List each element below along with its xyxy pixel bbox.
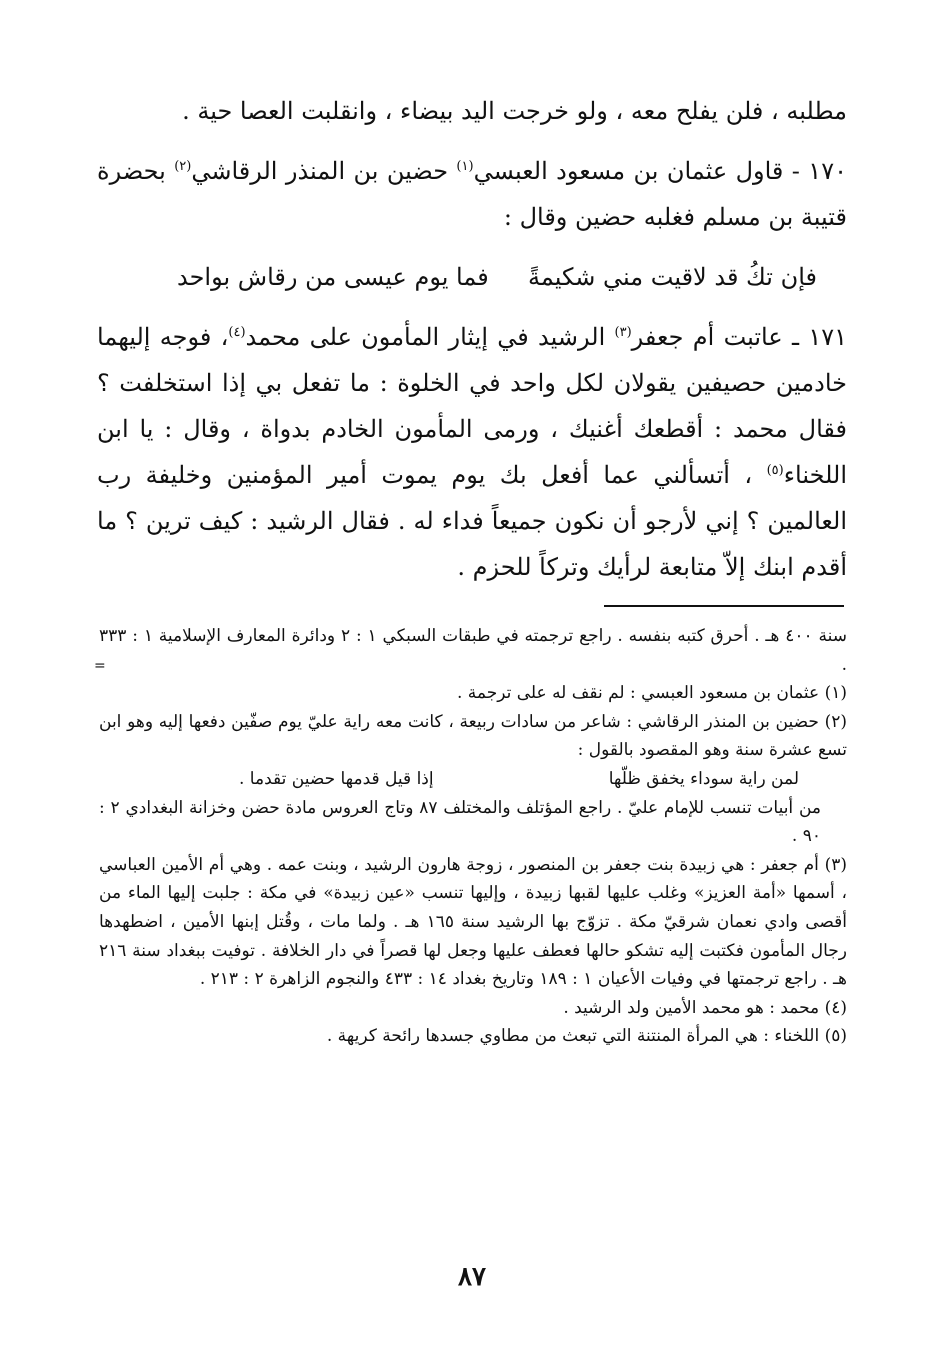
footnote-divider: [604, 605, 844, 607]
verse-hemistich-1: فإن تكُ قد لاقيت مني شكيمةً: [528, 263, 817, 291]
footnote-2-tail: من أبيات تنسب للإمام عليّ . راجع المؤتلف والمختلف ٨٧ وتاج العروس مادة حضن وخزانة البغدادي ٢ : ٩٠ .: [99, 797, 821, 847]
entry-170-text-a: قاول عثمان بن مسعود العبسي: [473, 157, 784, 185]
verse-hemistich-2: فما يوم عيسى من رقاش بواحد: [177, 263, 489, 291]
footnote-ref-5: (٥): [766, 463, 784, 478]
entry-170-text-c: بحضرة قتيبة بن مسلم فغلبه حضين وقال :: [97, 157, 847, 231]
verse-line: [177, 254, 817, 300]
footnote-2-verse: [239, 765, 799, 794]
footnote-ref-3: (٣): [614, 325, 632, 340]
footnote-4: (٤) محمد : هو محمد الأمين ولد الرشيد .: [563, 997, 847, 1018]
page-number: ٨٧: [458, 1262, 486, 1292]
footnote-2-hemistich-1: لمن راية سوداء يخفق ظلّها: [608, 768, 799, 789]
footnote-2: (٢) حضين بن المنذر الرقاشي : شاعر من سادات ربيعة ، كانت معه راية عليّ يوم صفّين دفعها إليه وهو ابن تسع عشرة سنة وهو المقصود بالقول :: [99, 711, 847, 761]
entry-170-number: ١٧٠ -: [791, 157, 847, 185]
footnote-5: (٥) اللخناء : هي المرأة المنتنة التي تبعث من مطاوي جسدها رائحة كريهة .: [326, 1026, 847, 1047]
footnote-1: (١) عثمان بن مسعود العبسي : لم نقف له على ترجمة .: [456, 683, 847, 704]
opening-line: مطلبه ، فلن يفلح معه ، ولو خرجت اليد بيضاء ، وانقلبت العصا حية .: [182, 97, 847, 125]
entry-171-text-d: ، أتسألني عما أفعل بك يوم يموت أمير المؤمنين وخليفة رب العالمين ؟ إني لأرجو أن نكون جميعاً فداء له . فقال الرشيد : كيف ترين ؟ ما أقدم ابنك إلاّ متابعة لرأيك وتركاً للحزم .: [97, 461, 847, 581]
footnote-3: (٣) أم جعفر : هي زبيدة بنت جعفر بن المنصور ، زوجة هارون الرشيد ، وبنت عمه . وهي أم الأمين العباسي ، أسمها «أمة العزيز» وغلب عليها لقبها زبيدة ، وإليها تنسب «عين زبيدة» في مكة : جلبت إليها الماء من أقصى وادي نعمان شرقيّ مكة . تزوّج بها الرشيد سنة ١٦٥ هـ . ولما مات ، وقُتل إبنها الأمين ، اضطهدها رجال المأمون فكتبت إليه تشكو حالها فعطف عليها وجعل لها قصراً في دار الخلافة . توفيت ببغداد سنة ٢١٦ هـ . راجع ترجمتها في وفيات الأعيان ١ : ١٨٩ وتاريخ بغداد ١٤ : ٤٣٣ والنجوم الزاهرة ٢ : ٢١٣ .: [99, 854, 848, 990]
entry-171-text-b: الرشيد في إيثار المأمون على محمد: [245, 323, 606, 351]
footnote-2-hemistich-2: إذا قيل قدمها حضين تقدما .: [239, 768, 434, 789]
entry-170: [97, 148, 847, 240]
footnote-ref-1: (١): [456, 159, 474, 174]
footnotes: [94, 622, 848, 1051]
entry-171-text-a: عاتبت أم جعفر: [631, 323, 783, 351]
entry-171-text-c: ، فوجه إليهما خادمين حصيفين يقولان لكل واحد في الخلوة : ما تفعل بي إذا استخلفت ؟ فقال محمد : أقطعك أغنيك ، ورمى المأمون الخادم بدواة ، وقال : يا ابن اللخناء: [97, 323, 847, 489]
entry-171-number: ١٧١ ـ: [792, 323, 847, 351]
main-text: [97, 88, 847, 604]
footnote-continuation-text: سنة ٤٠٠ هـ . أحرق كتبه بنفسه . راجع ترجمته في طبقات السبكي ١ : ٢ ودائرة المعارف الإسلامية ١ : ٣٣٣ .: [99, 626, 847, 675]
footnote-ref-4: (٤): [228, 325, 246, 340]
continuation-mark: =: [94, 658, 106, 674]
entry-170-text-b: حضين بن المنذر الرقاشي: [191, 157, 449, 185]
entry-171: [97, 314, 847, 590]
footnote-ref-2: (٢): [174, 159, 192, 174]
footnote-continuation: [94, 622, 847, 679]
